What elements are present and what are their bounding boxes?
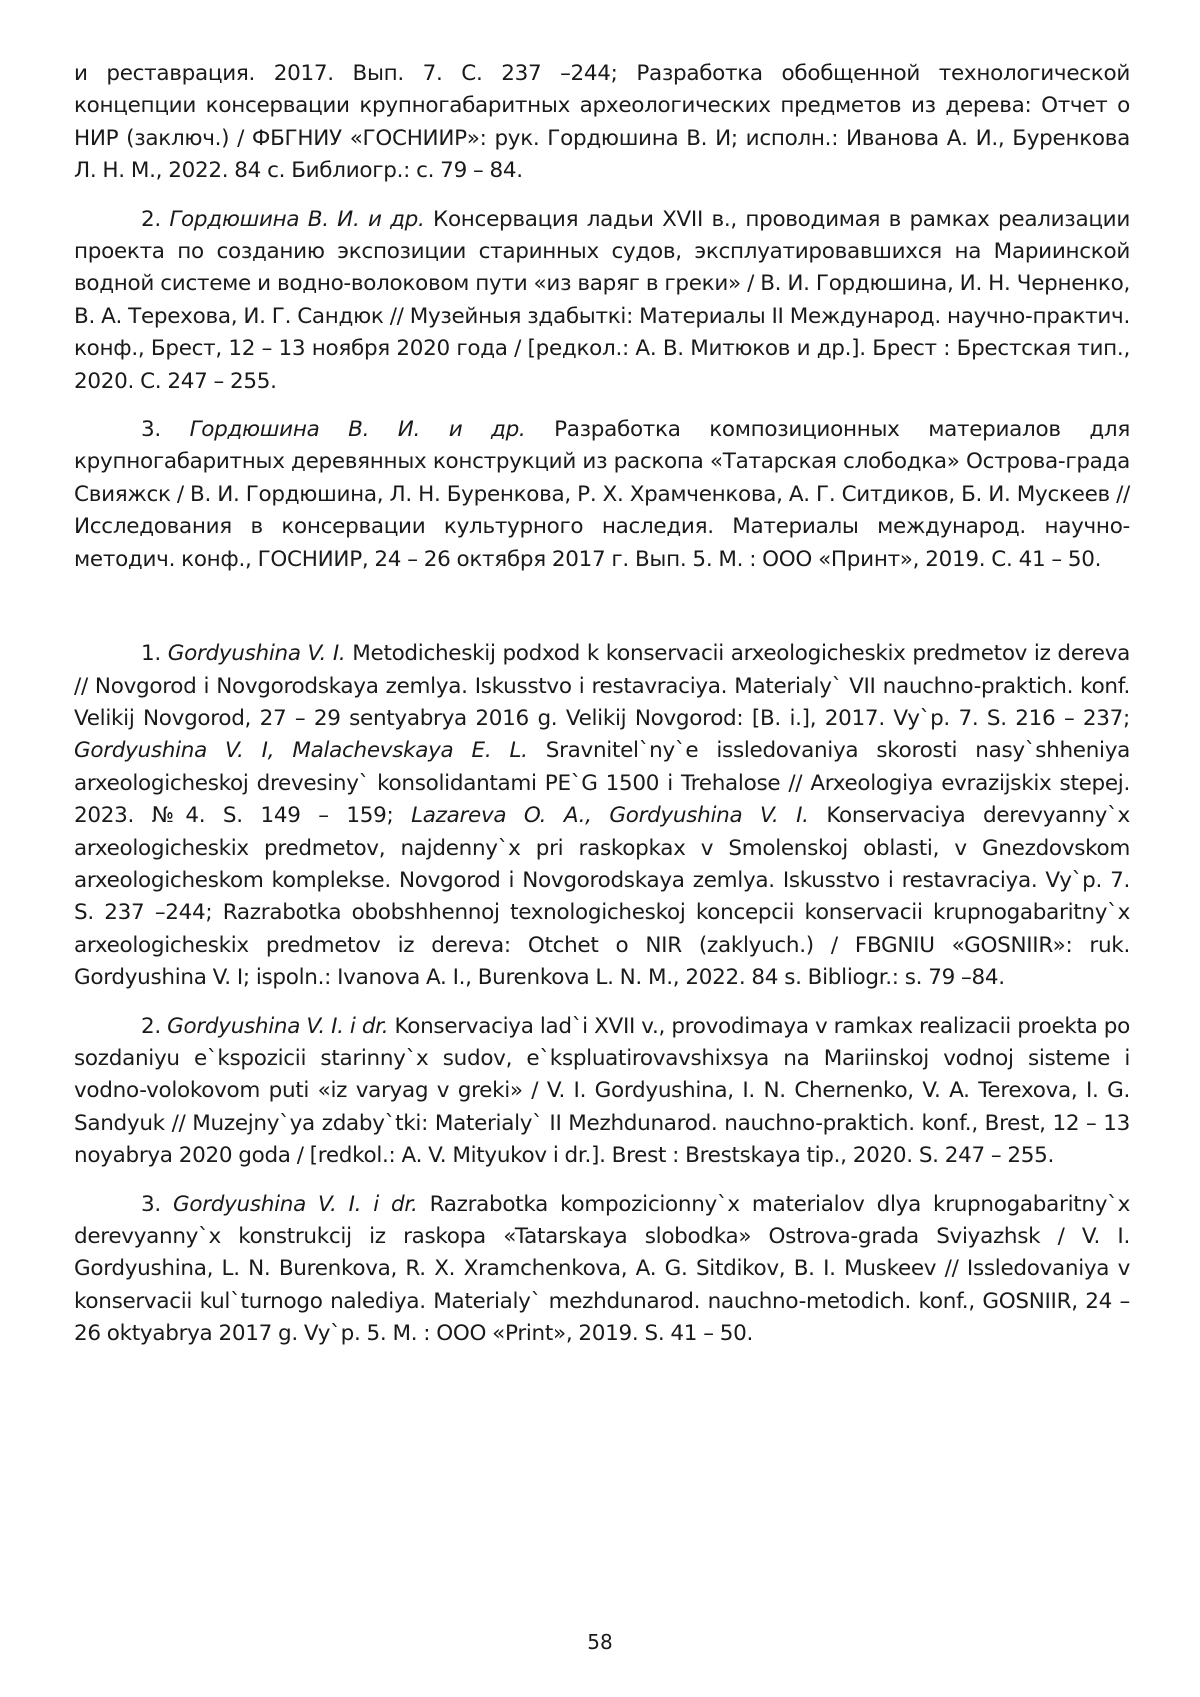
reference-text: Konservaciya derevyanny`x arxeologicheskix predmetov, najdenny`x pri raskopkax v Smolenskoj oblasti, v Gnezdovskom arxeologicheskom komplekse. Novgorod i Novgorodskaya zemlya. Iskusstvo i restavraciya. Vy`p. 7. S. 237 –244; Razrabotka obobshhennoj texnologicheskoj koncepcii konservacii krupnogabaritny`x arxeologicheskix predmetov iz dereva: Otchet o NIR (zaklyuch.) / FBGNIU «GOSNIIR»: ruk. Gordyushina V. I; ispoln.: Ivanova A. I., Burenkova L. N. M., 2022. 84 s. Bibliogr.: s. 79 –84. bbox=[74, 803, 1130, 991]
reference-author: Gordyushina V. I. bbox=[167, 641, 346, 667]
reference-ru-1-continuation bbox=[74, 58, 1130, 188]
reference-text: Sravnitel`ny`e issledovaniya skorosti nasy`shheniya arxeologicheskoj drevesiny` konsolidantami PE`G 1500 i Trehalose // Arxeologiya evrazijskix stepej. 2023. №4. S. 149 – 159; bbox=[74, 738, 1130, 829]
reference-author: Gordyushina V. I. i dr. bbox=[173, 1191, 418, 1217]
reference-text: Разработка композиционных материалов для крупногабаритных деревянных конструкций из раскопа «Татарская слободка» Острова-града Свияжск / В. И. Гордюшина, Л. Н. Буренкова, Р. Х. Храмченкова, А. Г. Ситдиков, Б. И. Мускеев // Исследования в консервации культурного наследия. Материалы международ. научно-методич. конф., ГОСНИИР, 24 – 26 октября 2017 г. Вып. 5. М. : ООО «Принт», 2019. С. 41 – 50. bbox=[74, 417, 1130, 572]
reference-lat-1 bbox=[74, 638, 1130, 994]
reference-author: Гордюшина В. И. и др. bbox=[169, 206, 425, 232]
reference-author: Гордюшина В. И. и др. bbox=[189, 417, 526, 443]
reference-author: Gordyushina V. I. i dr. bbox=[167, 1013, 389, 1039]
reference-text: Konservaciya lad`i XVII v., provodimaya v ramkax realizacii proekta po sozdaniyu e`kspozicii starinny`x sudov, e`kspluatirovavshixsya na Mariinskoj vodnoj sisteme i vodno-volokovom puti «iz varyag v greki» / V. I. Gordyushina, I. N. Chernenko, V. A. Terexova, I. G. Sandyuk // Muzejny`ya zdaby`tki: Materialy` II Mezhdunarod. nauchno-praktich. konf., Brest, 12 – 13 noyabrya 2020 goda / [redkol.: A. V. Mityukov i dr.]. Brest : Brestskaya tip., 2020. S. 247 – 255. bbox=[74, 1013, 1131, 1169]
reference-lat-2 bbox=[74, 1011, 1130, 1173]
reference-number: 3. bbox=[141, 417, 190, 443]
reference-text: Консервация ладьи XVII в., проводимая в рамках реализации проекта по созданию экспозиции старинных судов, эксплуатировавшихся на Мариинской водной системе и водно-волоковом пути «из варяг в греки» / В. И. Гордюшина, И. Н. Черненко, В. А. Терехова, И. Г. Сандюк // Музейныя здабыткі: Материалы II Международ. научно-практич. конф., Брест, 12 – 13 ноября 2020 года / [редкол.: А. В. Митюков и др.]. Брест : Брестская тип., 2020. С. 247 – 255. bbox=[74, 206, 1130, 394]
reference-text: Metodicheskij podxod k konservacii arxeologicheskix predmetov iz dereva // Novgorod i Novgorodskaya zemlya. Iskusstvo i restavraciya. Materialy` VII nauchno-praktich. konf. Velikij Novgorod, 27 – 29 sentyabrya 2016 g. Velikij Novgorod: [B. i.], 2017. Vy`p. 7. S. 216 – 237; bbox=[74, 641, 1130, 731]
reference-number: 3. bbox=[141, 1191, 174, 1217]
reference-number: 2. bbox=[141, 206, 170, 232]
reference-number: 2. bbox=[141, 1013, 168, 1039]
reference-ru-2 bbox=[74, 204, 1130, 398]
page-number: 58 bbox=[587, 1630, 613, 1654]
page-body bbox=[74, 58, 1130, 1351]
reference-author: Lazareva O. A., Gordyushina V. I. bbox=[411, 803, 809, 829]
reference-author: Gordyushina V. I, Malachevskaya E. L. bbox=[74, 738, 528, 764]
reference-lat-3 bbox=[74, 1189, 1130, 1351]
reference-number: 1. bbox=[141, 641, 168, 667]
reference-text: Razrabotka kompozicionny`x materialov dlya krupnogabaritny`x derevyanny`x konstrukcij iz raskopa «Tatarskaya slobodka» Ostrova-grada Sviyazhsk / V. I. Gordyushina, L. N. Burenkova, R. X. Xramchenkova, A. G. Sitdikov, B. I. Muskeev // Issledovaniya v konservacii kul`turnogo nalediya. Materialy` mezhdunarod. nauchno-metodich. konf., GOSNIIR, 24 – 26 oktyabrya 2017 g. Vy`p. 5. M. : OOO «Print», 2019. S. 41 – 50. bbox=[74, 1191, 1130, 1347]
reference-text: и реставрация. 2017. Вып. 7. С. 237 –244; Разработка обобщенной технологической концепции консервации крупногабаритных археологических предметов из дерева: Отчет о НИР (заключ.) / ФБГНИУ «ГОСНИИР»: рук. Гордюшина В. И; исполн.: Иванова А. И., Буренкова Л. Н. М., 2022. 84 с. Библиогр.: с. 79 – 84. bbox=[74, 61, 1130, 184]
reference-ru-3 bbox=[74, 414, 1130, 576]
